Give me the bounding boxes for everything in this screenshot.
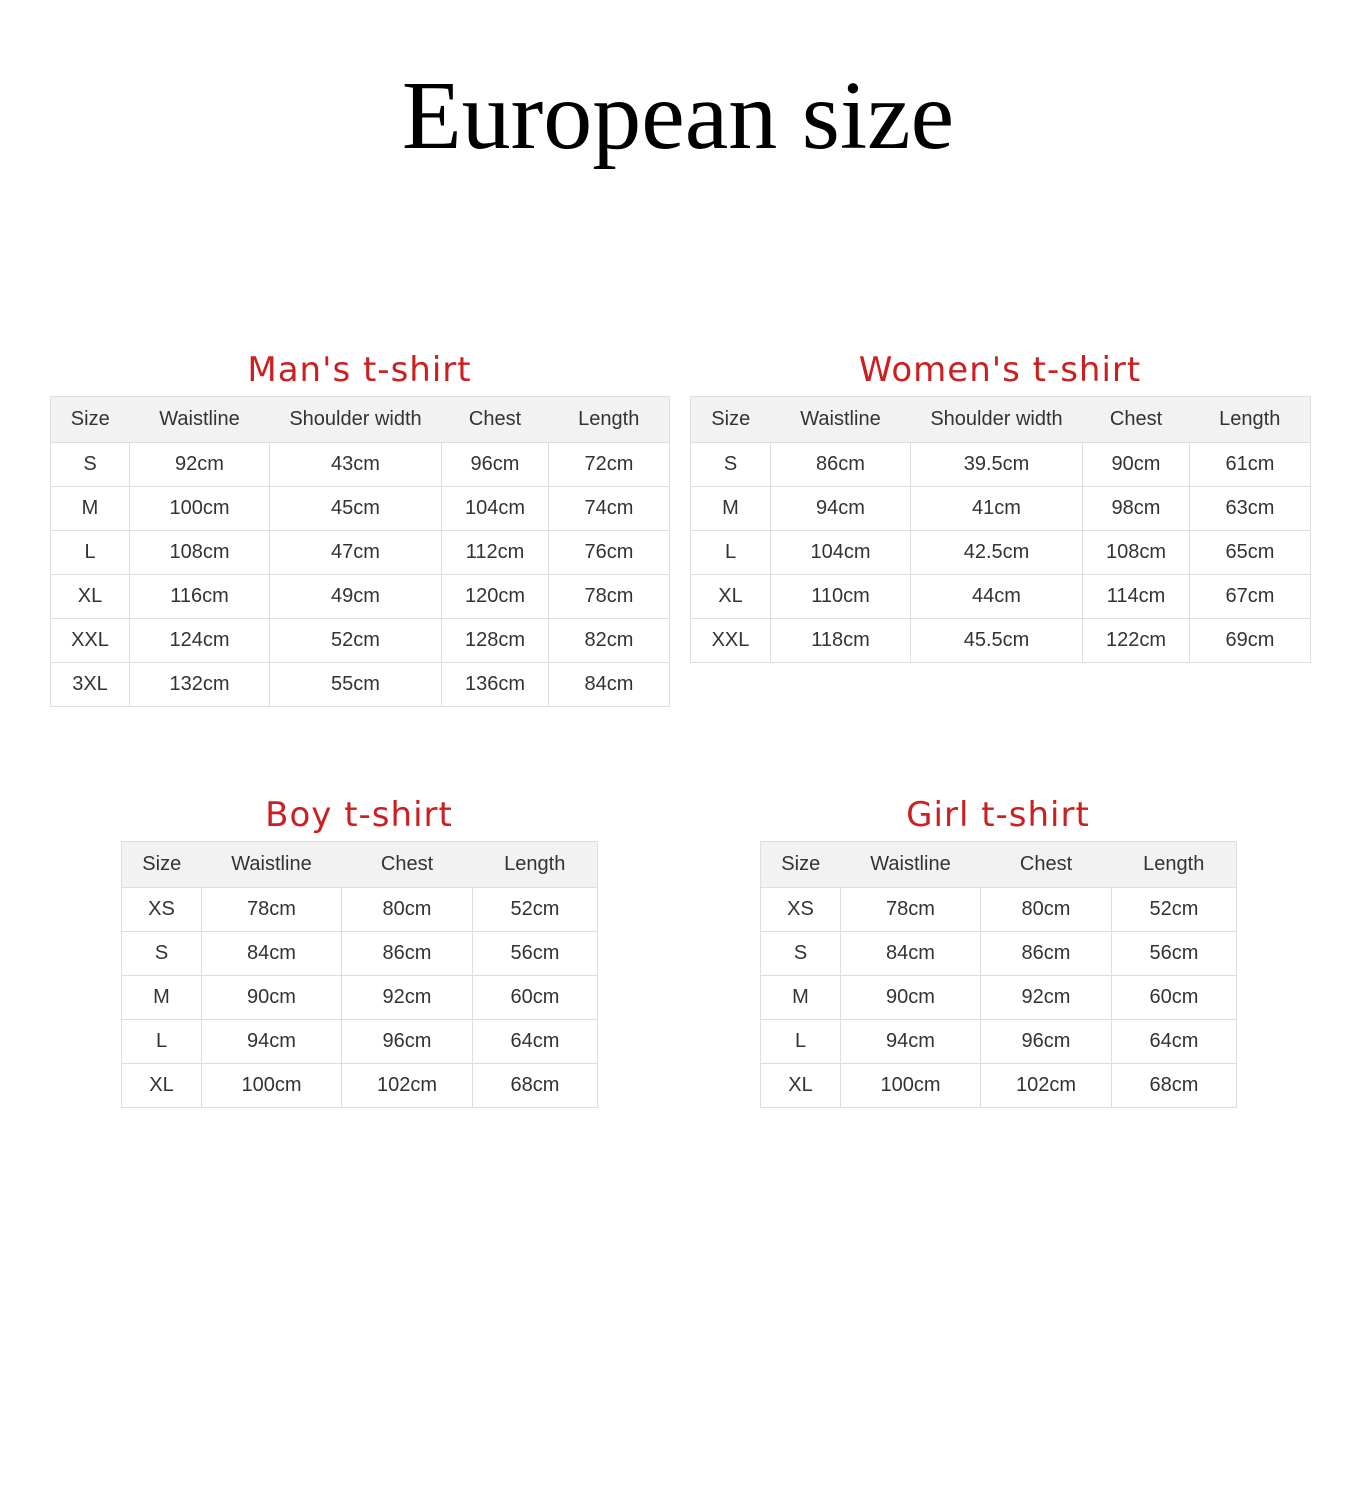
size-cell: XL [761, 1064, 841, 1108]
column-header: Chest [981, 842, 1112, 888]
girl-size-section [760, 795, 1236, 1108]
size-cell: XL [51, 575, 130, 619]
waistline-cell: 124cm [130, 619, 270, 663]
table-row [51, 443, 670, 487]
table-header-row [122, 842, 598, 888]
size-cell: XXL [691, 619, 771, 663]
column-header: Chest [1083, 397, 1190, 443]
size-cell: L [122, 1020, 202, 1064]
chest-cell: 122cm [1083, 619, 1190, 663]
table-row [51, 575, 670, 619]
chest-cell: 90cm [1083, 443, 1190, 487]
shoulder-cell: 41cm [911, 487, 1083, 531]
length-cell: 61cm [1190, 443, 1311, 487]
length-cell: 82cm [549, 619, 670, 663]
table-row [691, 619, 1311, 663]
table-row [51, 487, 670, 531]
shoulder-cell: 39.5cm [911, 443, 1083, 487]
shoulder-cell: 42.5cm [911, 531, 1083, 575]
chest-cell: 112cm [442, 531, 549, 575]
waistline-cell: 94cm [202, 1020, 342, 1064]
length-cell: 60cm [1112, 976, 1237, 1020]
waistline-cell: 104cm [771, 531, 911, 575]
women-size-table [690, 396, 1311, 663]
length-cell: 56cm [473, 932, 598, 976]
length-cell: 52cm [1112, 888, 1237, 932]
column-header: Shoulder width [270, 397, 442, 443]
man-table-title: Man's t-shirt [247, 350, 472, 390]
table-row [691, 575, 1311, 619]
chest-cell: 86cm [342, 932, 473, 976]
column-header: Length [1190, 397, 1311, 443]
waistline-cell: 110cm [771, 575, 911, 619]
shoulder-cell: 49cm [270, 575, 442, 619]
waistline-cell: 132cm [130, 663, 270, 707]
chest-cell: 80cm [981, 888, 1112, 932]
length-cell: 64cm [473, 1020, 598, 1064]
chest-cell: 108cm [1083, 531, 1190, 575]
table-row [122, 1064, 598, 1108]
chest-cell: 98cm [1083, 487, 1190, 531]
length-cell: 84cm [549, 663, 670, 707]
table-row [122, 932, 598, 976]
man-size-section [50, 350, 669, 707]
table-row [51, 663, 670, 707]
length-cell: 60cm [473, 976, 598, 1020]
length-cell: 78cm [549, 575, 670, 619]
chest-cell: 136cm [442, 663, 549, 707]
length-cell: 67cm [1190, 575, 1311, 619]
size-cell: XS [761, 888, 841, 932]
waistline-cell: 100cm [202, 1064, 342, 1108]
length-cell: 72cm [549, 443, 670, 487]
waistline-cell: 90cm [202, 976, 342, 1020]
waistline-cell: 94cm [841, 1020, 981, 1064]
table-row [761, 888, 1237, 932]
table-row [51, 531, 670, 575]
size-cell: 3XL [51, 663, 130, 707]
boy-size-table [121, 841, 598, 1108]
man-size-table [50, 396, 670, 707]
size-cell: S [691, 443, 771, 487]
size-cell: XL [691, 575, 771, 619]
size-cell: XS [122, 888, 202, 932]
shoulder-cell: 45.5cm [911, 619, 1083, 663]
chest-cell: 128cm [442, 619, 549, 663]
boy-size-section [121, 795, 597, 1108]
chest-cell: 102cm [342, 1064, 473, 1108]
chest-cell: 114cm [1083, 575, 1190, 619]
chest-cell: 96cm [442, 443, 549, 487]
shoulder-cell: 52cm [270, 619, 442, 663]
column-header: Length [473, 842, 598, 888]
table-header-row [691, 397, 1311, 443]
chest-cell: 92cm [342, 976, 473, 1020]
waistline-cell: 92cm [130, 443, 270, 487]
table-row [761, 932, 1237, 976]
shoulder-cell: 47cm [270, 531, 442, 575]
page-title: European size [401, 62, 955, 170]
column-header: Size [691, 397, 771, 443]
waistline-cell: 78cm [202, 888, 342, 932]
chest-cell: 96cm [342, 1020, 473, 1064]
column-header: Shoulder width [911, 397, 1083, 443]
table-row [122, 1020, 598, 1064]
table-row [691, 443, 1311, 487]
size-cell: M [51, 487, 130, 531]
waistline-cell: 116cm [130, 575, 270, 619]
size-cell: L [691, 531, 771, 575]
column-header: Chest [442, 397, 549, 443]
column-header: Length [549, 397, 670, 443]
table-row [761, 1020, 1237, 1064]
shoulder-cell: 44cm [911, 575, 1083, 619]
waistline-cell: 90cm [841, 976, 981, 1020]
length-cell: 76cm [549, 531, 670, 575]
waistline-cell: 100cm [841, 1064, 981, 1108]
chest-cell: 86cm [981, 932, 1112, 976]
waistline-cell: 118cm [771, 619, 911, 663]
chest-cell: 104cm [442, 487, 549, 531]
size-cell: S [761, 932, 841, 976]
column-header: Waistline [202, 842, 342, 888]
size-cell: L [51, 531, 130, 575]
women-size-section [690, 350, 1310, 663]
column-header: Size [761, 842, 841, 888]
length-cell: 52cm [473, 888, 598, 932]
shoulder-cell: 55cm [270, 663, 442, 707]
chest-cell: 102cm [981, 1064, 1112, 1108]
length-cell: 63cm [1190, 487, 1311, 531]
length-cell: 64cm [1112, 1020, 1237, 1064]
column-header: Chest [342, 842, 473, 888]
column-header: Waistline [130, 397, 270, 443]
size-cell: M [761, 976, 841, 1020]
chest-cell: 92cm [981, 976, 1112, 1020]
length-cell: 56cm [1112, 932, 1237, 976]
column-header: Size [122, 842, 202, 888]
table-row [761, 976, 1237, 1020]
size-cell: S [51, 443, 130, 487]
size-cell: XL [122, 1064, 202, 1108]
waistline-cell: 84cm [841, 932, 981, 976]
chest-cell: 96cm [981, 1020, 1112, 1064]
length-cell: 74cm [549, 487, 670, 531]
shoulder-cell: 45cm [270, 487, 442, 531]
column-header: Waistline [841, 842, 981, 888]
length-cell: 68cm [473, 1064, 598, 1108]
length-cell: 65cm [1190, 531, 1311, 575]
shoulder-cell: 43cm [270, 443, 442, 487]
size-cell: M [691, 487, 771, 531]
length-cell: 69cm [1190, 619, 1311, 663]
waistline-cell: 100cm [130, 487, 270, 531]
waistline-cell: 108cm [130, 531, 270, 575]
column-header: Length [1112, 842, 1237, 888]
table-row [761, 1064, 1237, 1108]
waistline-cell: 84cm [202, 932, 342, 976]
waistline-cell: 94cm [771, 487, 911, 531]
table-row [51, 619, 670, 663]
table-header-row [761, 842, 1237, 888]
chest-cell: 80cm [342, 888, 473, 932]
size-cell: M [122, 976, 202, 1020]
women-table-title: Women's t-shirt [858, 350, 1142, 390]
girl-table-title: Girl t-shirt [906, 795, 1090, 835]
column-header: Size [51, 397, 130, 443]
table-row [691, 487, 1311, 531]
girl-size-table [760, 841, 1237, 1108]
table-row [122, 888, 598, 932]
table-row [122, 976, 598, 1020]
chest-cell: 120cm [442, 575, 549, 619]
column-header: Waistline [771, 397, 911, 443]
length-cell: 68cm [1112, 1064, 1237, 1108]
boy-table-title: Boy t-shirt [265, 795, 453, 835]
size-cell: XXL [51, 619, 130, 663]
waistline-cell: 78cm [841, 888, 981, 932]
waistline-cell: 86cm [771, 443, 911, 487]
size-cell: S [122, 932, 202, 976]
table-row [691, 531, 1311, 575]
table-header-row [51, 397, 670, 443]
size-cell: L [761, 1020, 841, 1064]
